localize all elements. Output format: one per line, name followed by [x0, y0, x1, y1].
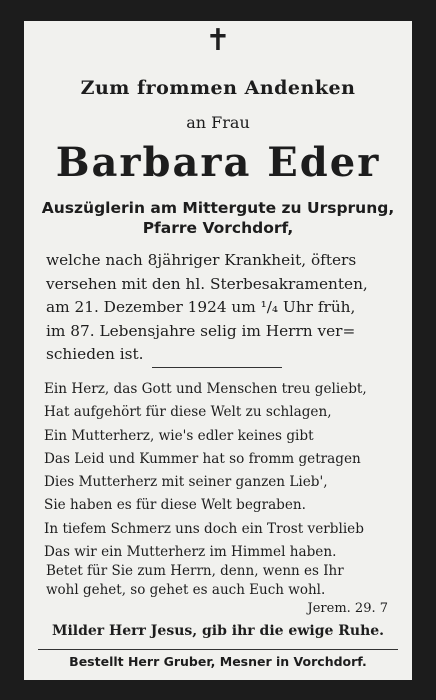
deceased-name: Barbara Eder [55, 139, 381, 186]
salutation: an Frau [186, 113, 250, 132]
divider [152, 367, 282, 368]
bio-line: am 21. Dezember 1924 um ¹/₄ Uhr früh, [46, 298, 356, 316]
cross-icon: ✝ [205, 23, 231, 58]
closing-prayer: Milder Herr Jesus, gib ihr die ewige Ruhe. [51, 623, 385, 639]
poem-line: Dies Mutterherz mit seiner ganzen Lieb', [44, 474, 328, 491]
poem-line: Ein Herz, das Gott und Menschen treu geliebt, [44, 381, 367, 397]
card-heading: Zum frommen Andenken [80, 77, 356, 99]
bio-line: im 87. Lebensjahre selig im Herrn ver= [46, 321, 356, 340]
prayer-line: wohl gehet, so gehet es auch Euch wohl. [46, 582, 326, 598]
role-line: Auszüglerin am Mittergute zu Ursprung, [41, 199, 395, 217]
poem-line: Das wir ein Mutterherz im Himmel haben. [44, 544, 337, 561]
footer-divider [38, 649, 398, 650]
prayer-block [46, 562, 398, 600]
memorial-card [24, 21, 412, 680]
scripture-reference: Jerem. 29. 7 [307, 601, 388, 616]
poem-block [44, 378, 400, 564]
role-line: Pfarre Vorchdorf, [142, 219, 294, 237]
poem-line: In tiefem Schmerz uns doch ein Trost verblieb [44, 520, 364, 537]
poem-line: Ein Mutterherz, wie's edler keines gibt [44, 427, 314, 444]
poem-line: Sie haben es für diese Welt begraben. [44, 497, 307, 514]
prayer-line: Betet für Sie zum Herrn, denn, wenn es Ihr [46, 563, 344, 579]
role-block [24, 198, 412, 238]
bio-line: welche nach 8jähriger Krankheit, öfters [46, 251, 357, 269]
bio-line: versehen mit den hl. Sterbesakramenten, [46, 274, 368, 293]
biography-block [46, 249, 398, 367]
bio-line: schieden ist. [46, 345, 144, 363]
poem-line: Hat aufgehört für diese Welt zu schlagen, [44, 404, 332, 421]
printer-imprint: Bestellt Herr Gruber, Mesner in Vorchdorf. [69, 654, 367, 669]
poem-line: Das Leid und Kummer hat so fromm getragen [44, 450, 361, 467]
